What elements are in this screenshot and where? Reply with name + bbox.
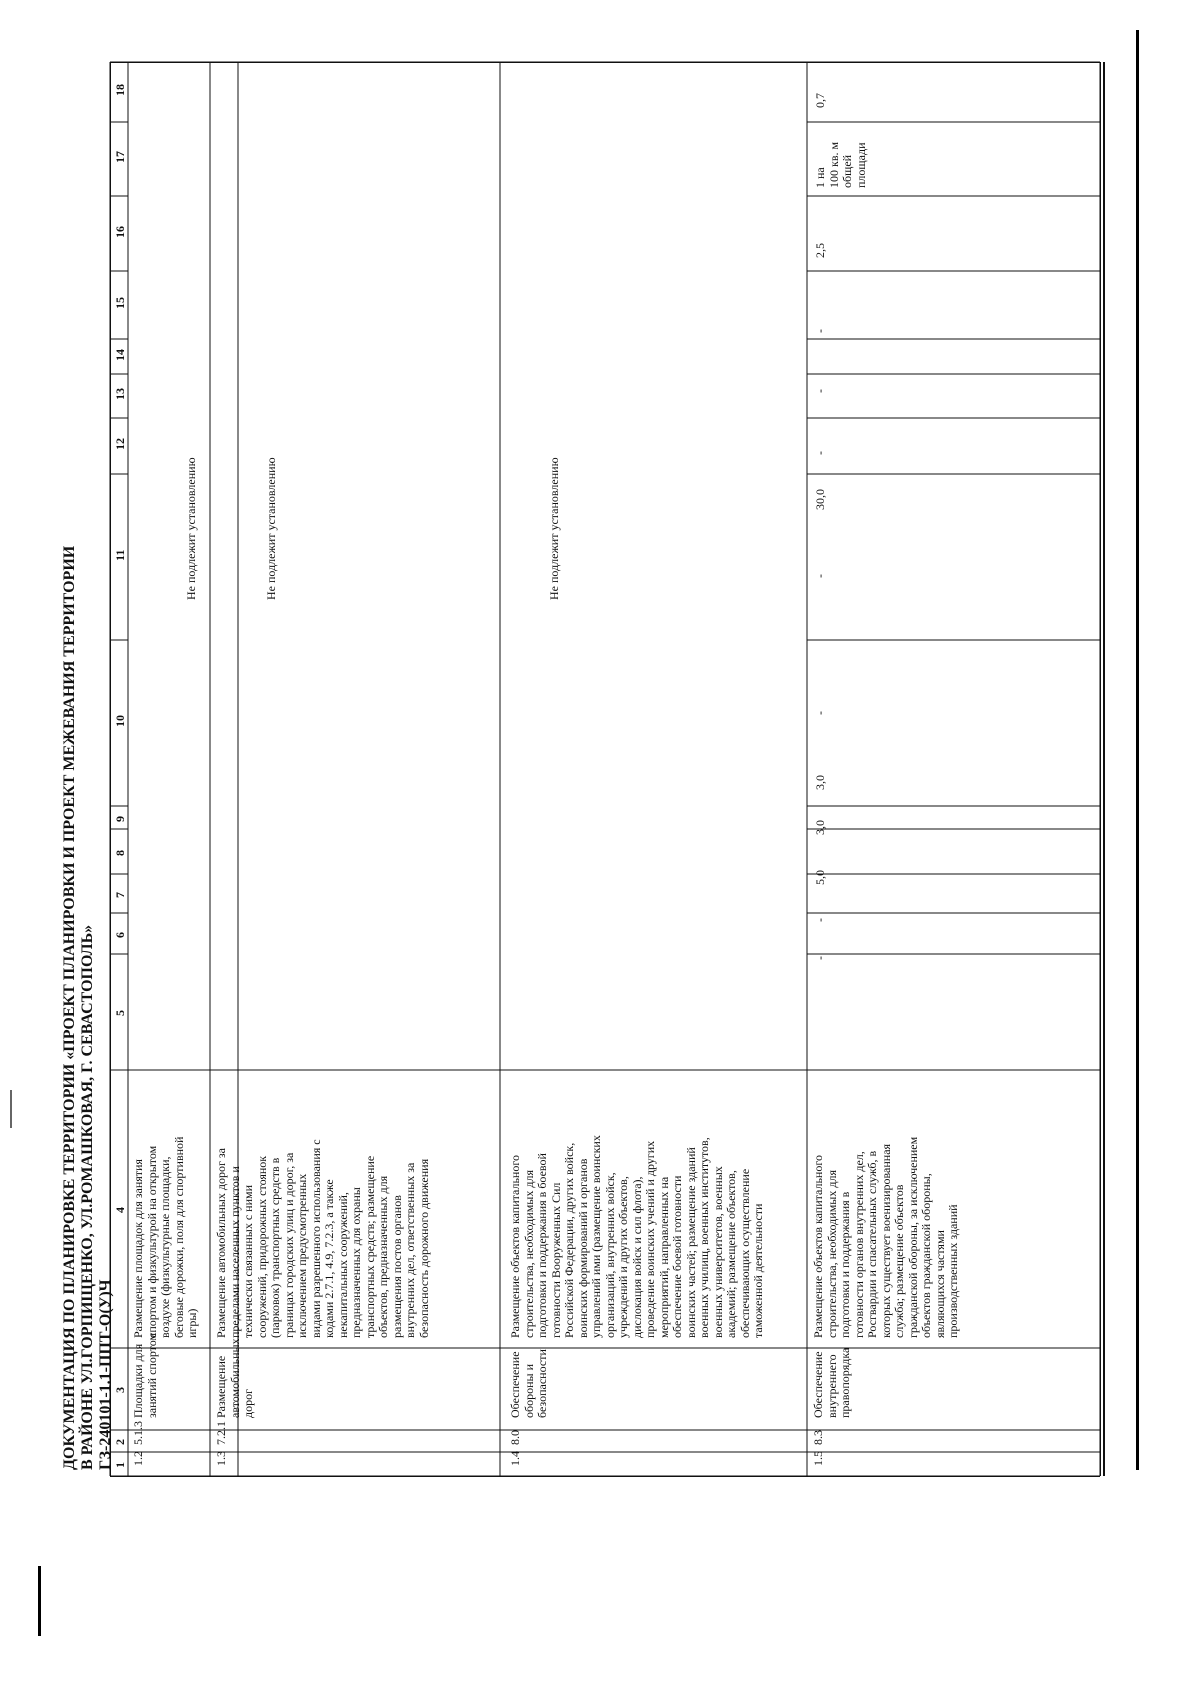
column-header-9: 9 (113, 815, 127, 822)
description-line: мероприятий, направленных на (656, 1176, 671, 1338)
row-1-5-description (812, 1137, 961, 1338)
row-1-5-c13: - (813, 451, 827, 455)
row-1-4-num: 1.4 (508, 1451, 522, 1466)
description-line: (парковок) транспортных средств в (268, 1157, 282, 1338)
description-line: обеспечение боевой готовности (670, 1175, 684, 1338)
column-header-12: 12 (113, 438, 127, 450)
description-line: технически связанных с ними (241, 1184, 255, 1338)
row-1-5-name: Обеспечение внутреннего правопорядка (811, 1347, 852, 1418)
description-line: игры) (185, 1308, 199, 1338)
row-1-5-c18: 0,7 (813, 93, 827, 108)
column-header-8: 8 (113, 849, 127, 856)
description-line: воинских формирований и органов (575, 1158, 590, 1338)
row-1-5-code: 8.3 (811, 1430, 825, 1445)
description-line: военных училищ, военных институтов, (697, 1137, 711, 1338)
description-line: академий; размещение объектов, (724, 1170, 738, 1338)
description-line: строительства, необходимых для (521, 1170, 536, 1338)
description-line: внутренних дел, ответственных за (403, 1162, 417, 1338)
row-1-5-c10: - (813, 711, 827, 715)
description-line: Размещение объектов капитального (508, 1155, 522, 1338)
description-line: готовности Вооруженных Сил (548, 1182, 563, 1338)
description-line: проведение воинских учений и других (643, 1140, 657, 1338)
description-line: таможенной деятельности (751, 1203, 765, 1338)
description-line: подготовки и поддержания в боевой (535, 1153, 549, 1338)
column-header-15: 15 (113, 297, 127, 309)
row-1-5-c6: - (813, 918, 827, 922)
description-line: организаций, внутренних войск, (602, 1172, 617, 1338)
description-line: беговые дорожки, поля для спортивной (171, 1136, 186, 1338)
description-line: безопасность дорожного движения (416, 1158, 431, 1338)
row-1-5-c8: 3,0 (813, 820, 827, 835)
description-line: исключением предусмотренных (295, 1173, 309, 1338)
row-1-5-num: 1.5 (811, 1451, 825, 1466)
description-line: гражданской обороны, за исключением (905, 1136, 920, 1338)
description-line: Размещение площадок для занятия (131, 1159, 145, 1338)
description-line: пределами населенных пунктов и (227, 1166, 242, 1338)
description-line: готовности органов внутренних дел, (851, 1151, 866, 1338)
description-line: являющихся частями (932, 1230, 947, 1338)
description-line: некапитальных сооружений, (335, 1192, 350, 1338)
row-1-5-c5: - (813, 956, 827, 960)
row-1-4-note: Не подлежит установлению (547, 457, 561, 600)
row-1-5-c12: 30,0 (813, 489, 827, 510)
column-header-4: 4 (113, 1207, 127, 1213)
description-line: транспортных средств; размещение (362, 1155, 377, 1338)
description-line: объектов, предназначенных для (376, 1175, 390, 1338)
description-line: Российской Федерации, других войск, (562, 1142, 576, 1338)
row-1-5-c7: 5,0 (813, 870, 827, 885)
description-line: воинских частей; размещение зданий (683, 1147, 698, 1338)
row-1-4-name: Обеспечение обороны и безопасности (508, 1349, 549, 1418)
description-line: Росгвардии и спасательных служб, в (865, 1150, 879, 1338)
description-line: видами разрешенного использования с (308, 1139, 323, 1338)
description-line: подготовки и поддержания в (838, 1191, 852, 1338)
description-line: сооружений, придорожных стоянок (254, 1155, 269, 1338)
description-line: Размещение автомобильных дорог за (214, 1148, 228, 1338)
row-1-2-name: Площадки для занятий спортом (131, 1332, 159, 1418)
description-line: военных университетов, военных (710, 1166, 725, 1338)
description-line: дислокация войск и сил флота), (629, 1176, 644, 1338)
row-1-5-c15: - (813, 329, 827, 333)
row-1-4-code: 8.0 (508, 1430, 522, 1445)
column-header-10: 10 (113, 715, 127, 727)
row-1-5-c17: 1 на 100 кв. м общей площади (813, 141, 868, 188)
row-1-2-num: 1.2 (131, 1451, 145, 1466)
column-header-17: 17 (113, 151, 127, 163)
document-title-line1: ДОКУМЕНТАЦИЯ ПО ПЛАНИРОВКЕ ТЕРРИТОРИИ «ПРОЕКТ ПЛАНИРОВКИ И ПРОЕКТ МЕЖЕВАНИЯ ТЕРРИТОРИИ (61, 545, 78, 1470)
description-line: размещения постов органов (389, 1195, 404, 1338)
row-1-2-description (132, 1137, 200, 1338)
column-header-7: 7 (113, 891, 127, 898)
description-line: спортом и физкультурой на открытом (144, 1145, 159, 1338)
description-line: границах городских улиц и дорог, за (281, 1152, 296, 1338)
row-1-5-c16: 2,5 (813, 243, 827, 258)
row-1-3-note: Не подлежит установлению (264, 457, 278, 600)
description-line: управлений ими (размещение воинских (589, 1135, 603, 1338)
column-header-1: 1 (113, 1462, 127, 1468)
row-1-2-note: Не подлежит установлению (184, 457, 198, 600)
column-header-11: 11 (113, 549, 127, 561)
column-header-18: 18 (113, 84, 127, 96)
row-1-5-c11: - (813, 574, 827, 578)
row-1-4-description (509, 1135, 766, 1338)
description-line: строительства, необходимых для (824, 1170, 839, 1338)
document-title-line2: В РАЙОНЕ УЛ.ГОРПИЩЕНКО, УЛ.РОМАШКОВАЯ, Г. СЕВАСТОПОЛЬ» (79, 924, 96, 1470)
row-1-3-description (215, 1139, 431, 1338)
description-line: предназначенных для охраны (349, 1187, 363, 1338)
description-line: воздухе (физкультурные площадки, (158, 1156, 172, 1338)
row-1-2-code: 5.1.3 (131, 1421, 145, 1445)
description-line: служба; размещение объектов (892, 1184, 906, 1338)
column-header-14: 14 (113, 348, 127, 361)
column-header-6: 6 (113, 931, 127, 938)
column-header-2: 2 (113, 1439, 127, 1445)
description-line: учреждений и других объектов, (616, 1176, 630, 1338)
document-code: ГЗ-240101-1.1-ППТ-О(У)Ч (97, 1279, 114, 1470)
row-1-3-code: 7.2.1 (214, 1421, 228, 1445)
column-header-13: 13 (113, 388, 127, 400)
row-1-5-c9: 3,0 (813, 775, 827, 790)
column-header-3: 3 (113, 1387, 127, 1393)
row-1-5-c14: - (813, 389, 827, 393)
row-1-3-num: 1.3 (214, 1451, 228, 1466)
description-line: производственных зданий (946, 1204, 960, 1338)
description-line: объектов гражданской обороны, (919, 1173, 933, 1338)
description-line: которых существует военизированная (878, 1143, 893, 1338)
row-1-3-name: Размещение автомобильных дорог (214, 1338, 255, 1418)
column-header-16: 16 (113, 225, 127, 238)
description-line: обеспечивающих осуществление (737, 1168, 752, 1338)
column-header-5: 5 (113, 1010, 127, 1016)
description-line: Размещение объектов капитального (811, 1155, 825, 1338)
description-line: кодами 2.7.1, 4.9, 7.2.3, а также (322, 1179, 336, 1338)
